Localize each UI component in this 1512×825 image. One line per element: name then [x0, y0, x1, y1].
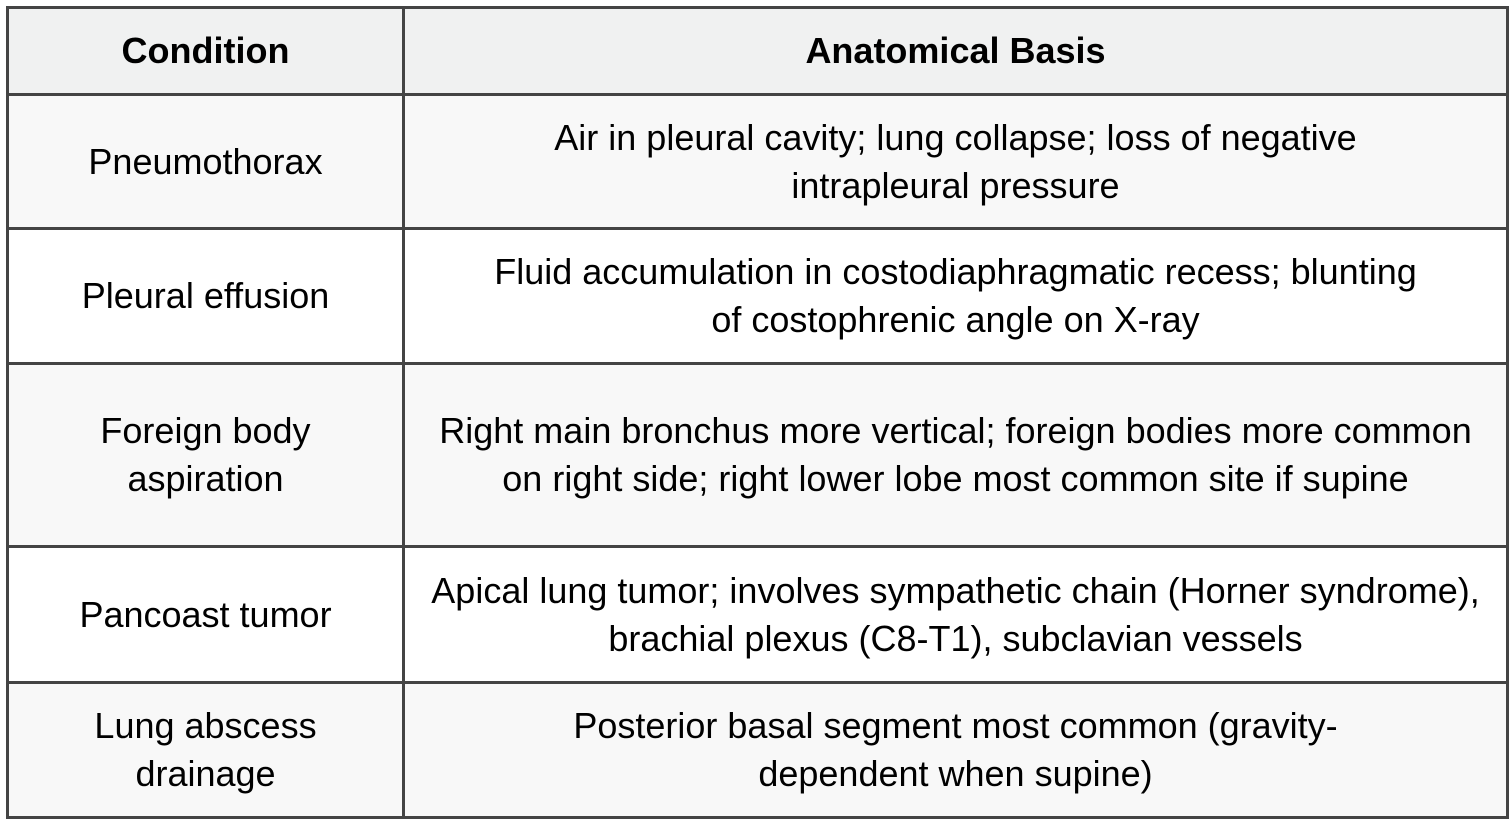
condition-cell: Pancoast tumor [8, 547, 404, 683]
condition-cell: Pleural effusion [8, 229, 404, 364]
basis-cell: Right main bronchus more vertical; foreign bodies more common on right side; right lower lobe most common site if supine [404, 364, 1508, 547]
table-row [8, 547, 1508, 683]
table-container [6, 6, 1509, 819]
table-row [8, 229, 1508, 364]
table-row [8, 95, 1508, 229]
basis-cell: Posterior basal segment most common (gravity-dependent when supine) [404, 683, 1508, 818]
table-row [8, 364, 1508, 547]
header-anatomical-basis: Anatomical Basis [404, 8, 1508, 95]
condition-cell: Pneumothorax [8, 95, 404, 229]
basis-cell: Apical lung tumor; involves sympathetic chain (Horner syndrome), brachial plexus (C8-T1), subclavian vessels [404, 547, 1508, 683]
basis-cell: Fluid accumulation in costodiaphragmatic recess; blunting of costophrenic angle on X-ray [404, 229, 1508, 364]
condition-cell: Foreign body aspiration [8, 364, 404, 547]
conditions-table [6, 6, 1509, 819]
header-row [8, 8, 1508, 95]
condition-cell: Lung abscess drainage [8, 683, 404, 818]
basis-cell: Air in pleural cavity; lung collapse; loss of negative intrapleural pressure [404, 95, 1508, 229]
table-row [8, 683, 1508, 818]
header-condition: Condition [8, 8, 404, 95]
